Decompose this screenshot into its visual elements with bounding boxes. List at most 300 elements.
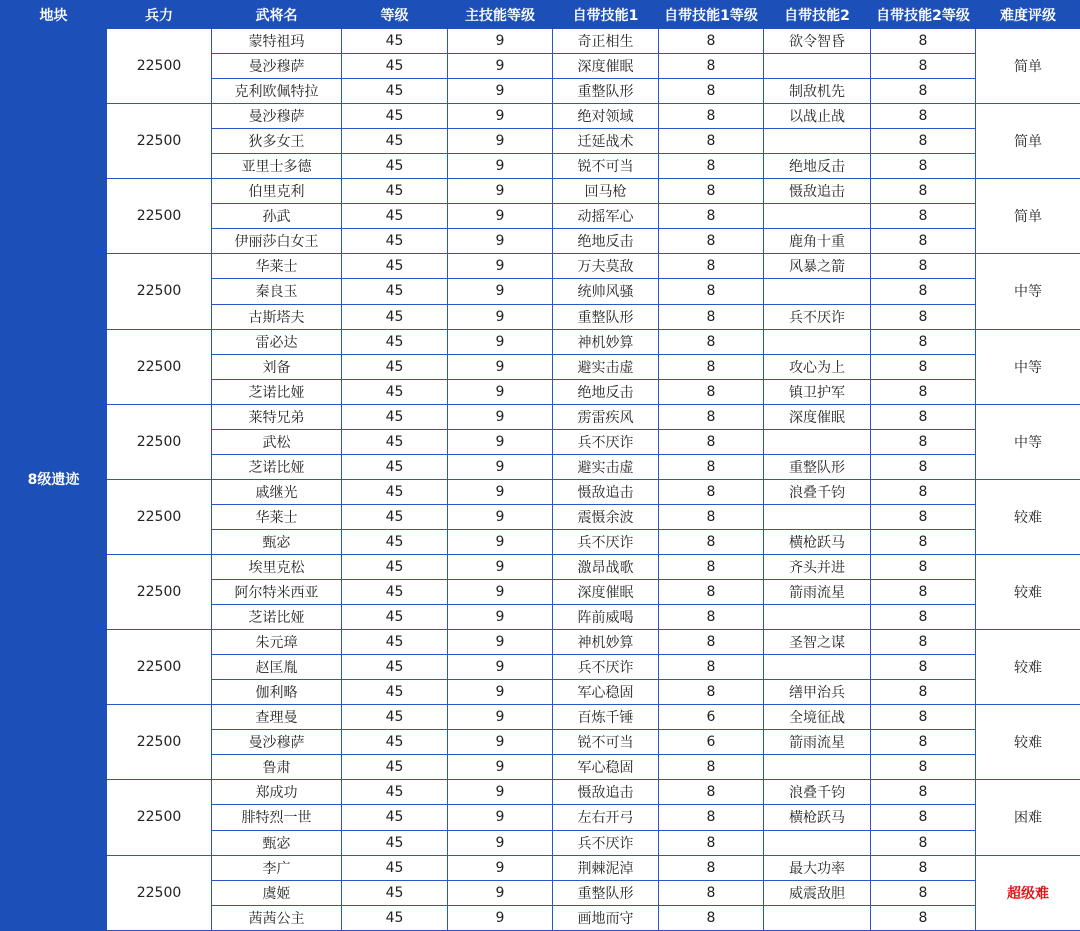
difficulty-cell: 简单 xyxy=(976,179,1080,254)
skill2-level-cell: 8 xyxy=(871,29,976,54)
skill1-cell: 避实击虚 xyxy=(553,354,659,379)
level-cell: 45 xyxy=(342,254,448,279)
skill1-cell: 兵不厌诈 xyxy=(553,830,659,855)
skill1-cell: 绝地反击 xyxy=(553,229,659,254)
skill1-cell: 激昂战歌 xyxy=(553,554,659,579)
skill1-cell: 避实击虚 xyxy=(553,454,659,479)
main-skill-level-cell: 9 xyxy=(448,454,553,479)
general-name-cell: 雷必达 xyxy=(212,329,342,354)
skill1-level-cell: 8 xyxy=(659,154,764,179)
skill1-cell: 绝对领域 xyxy=(553,104,659,129)
table-row xyxy=(1,329,1080,354)
main-skill-level-cell: 9 xyxy=(448,680,553,705)
general-name-cell: 茜茜公主 xyxy=(212,905,342,930)
skill2-cell: 攻心为上 xyxy=(764,354,871,379)
skill1-cell: 左右开弓 xyxy=(553,805,659,830)
skill2-cell: 全境征战 xyxy=(764,705,871,730)
skill1-cell: 百炼千锤 xyxy=(553,705,659,730)
header-skill1: 自带技能1 xyxy=(553,1,659,29)
troops-cell: 22500 xyxy=(107,705,212,780)
skill1-cell: 锐不可当 xyxy=(553,154,659,179)
general-name-cell: 芝诺比娅 xyxy=(212,454,342,479)
skill2-cell: 箭雨流星 xyxy=(764,580,871,605)
main-skill-level-cell: 9 xyxy=(448,54,553,79)
header-skill2-level: 自带技能2等级 xyxy=(871,1,976,29)
main-skill-level-cell: 9 xyxy=(448,755,553,780)
main-skill-level-cell: 9 xyxy=(448,805,553,830)
skill2-level-cell: 8 xyxy=(871,504,976,529)
skill2-level-cell: 8 xyxy=(871,605,976,630)
skill2-cell: 以战止战 xyxy=(764,104,871,129)
general-name-cell: 曼沙穆萨 xyxy=(212,104,342,129)
skill1-cell: 兵不厌诈 xyxy=(553,429,659,454)
skill1-level-cell: 8 xyxy=(659,830,764,855)
skill2-level-cell: 8 xyxy=(871,880,976,905)
skill1-level-cell: 8 xyxy=(659,479,764,504)
skill2-level-cell: 8 xyxy=(871,529,976,554)
table-row xyxy=(1,855,1080,880)
skill2-cell xyxy=(764,329,871,354)
level-cell: 45 xyxy=(342,780,448,805)
header-region: 地块 xyxy=(1,1,107,29)
header-general-name: 武将名 xyxy=(212,1,342,29)
skill2-level-cell: 8 xyxy=(871,780,976,805)
main-skill-level-cell: 9 xyxy=(448,354,553,379)
skill1-cell: 画地而守 xyxy=(553,905,659,930)
skill2-cell: 最大功率 xyxy=(764,855,871,880)
main-skill-level-cell: 9 xyxy=(448,304,553,329)
skill2-level-cell: 8 xyxy=(871,830,976,855)
main-skill-level-cell: 9 xyxy=(448,254,553,279)
difficulty-cell: 超级难 xyxy=(976,855,1080,930)
level-cell: 45 xyxy=(342,529,448,554)
general-name-cell: 曼沙穆萨 xyxy=(212,54,342,79)
skill2-level-cell: 8 xyxy=(871,705,976,730)
level-cell: 45 xyxy=(342,705,448,730)
level-cell: 45 xyxy=(342,279,448,304)
level-cell: 45 xyxy=(342,680,448,705)
general-name-cell: 芝诺比娅 xyxy=(212,605,342,630)
table-row xyxy=(1,630,1080,655)
skill1-cell: 回马枪 xyxy=(553,179,659,204)
skill2-level-cell: 8 xyxy=(871,154,976,179)
main-skill-level-cell: 9 xyxy=(448,705,553,730)
skill1-level-cell: 8 xyxy=(659,905,764,930)
skill2-level-cell: 8 xyxy=(871,755,976,780)
main-skill-level-cell: 9 xyxy=(448,554,553,579)
level-cell: 45 xyxy=(342,554,448,579)
skill1-level-cell: 8 xyxy=(659,179,764,204)
skill1-cell: 动摇军心 xyxy=(553,204,659,229)
skill2-cell: 鹿角十重 xyxy=(764,229,871,254)
table-row xyxy=(1,780,1080,805)
level-cell: 45 xyxy=(342,104,448,129)
difficulty-cell: 中等 xyxy=(976,254,1080,329)
skill2-cell xyxy=(764,605,871,630)
skill2-level-cell: 8 xyxy=(871,580,976,605)
main-skill-level-cell: 9 xyxy=(448,655,553,680)
level-cell: 45 xyxy=(342,379,448,404)
troops-cell: 22500 xyxy=(107,104,212,179)
skill1-level-cell: 8 xyxy=(659,429,764,454)
level-cell: 45 xyxy=(342,54,448,79)
level-cell: 45 xyxy=(342,79,448,104)
skill2-cell: 齐头并进 xyxy=(764,554,871,579)
troops-cell: 22500 xyxy=(107,780,212,855)
difficulty-cell: 简单 xyxy=(976,29,1080,104)
main-skill-level-cell: 9 xyxy=(448,780,553,805)
general-name-cell: 朱元璋 xyxy=(212,630,342,655)
skill1-level-cell: 8 xyxy=(659,454,764,479)
difficulty-cell: 中等 xyxy=(976,404,1080,479)
level-cell: 45 xyxy=(342,154,448,179)
header-skill2: 自带技能2 xyxy=(764,1,871,29)
skill2-level-cell: 8 xyxy=(871,54,976,79)
level-cell: 45 xyxy=(342,755,448,780)
table-row xyxy=(1,479,1080,504)
skill2-cell xyxy=(764,429,871,454)
troops-cell: 22500 xyxy=(107,554,212,629)
main-skill-level-cell: 9 xyxy=(448,855,553,880)
skill1-level-cell: 8 xyxy=(659,79,764,104)
level-cell: 45 xyxy=(342,855,448,880)
level-cell: 45 xyxy=(342,655,448,680)
skill2-cell: 风暴之箭 xyxy=(764,254,871,279)
skill2-level-cell: 8 xyxy=(871,104,976,129)
skill1-level-cell: 8 xyxy=(659,379,764,404)
skill1-cell: 震慑余波 xyxy=(553,504,659,529)
general-name-cell: 蒙特祖玛 xyxy=(212,29,342,54)
skill1-level-cell: 8 xyxy=(659,229,764,254)
skill2-level-cell: 8 xyxy=(871,79,976,104)
skill1-level-cell: 8 xyxy=(659,104,764,129)
general-name-cell: 狄多女王 xyxy=(212,129,342,154)
main-skill-level-cell: 9 xyxy=(448,605,553,630)
skill2-cell: 制敌机先 xyxy=(764,79,871,104)
skill1-cell: 神机妙算 xyxy=(553,630,659,655)
main-skill-level-cell: 9 xyxy=(448,279,553,304)
level-cell: 45 xyxy=(342,805,448,830)
skill2-cell: 深度催眠 xyxy=(764,404,871,429)
skill1-cell: 万夫莫敌 xyxy=(553,254,659,279)
skill1-cell: 兵不厌诈 xyxy=(553,655,659,680)
difficulty-cell: 较难 xyxy=(976,479,1080,554)
skill1-cell: 迁延战术 xyxy=(553,129,659,154)
troops-cell: 22500 xyxy=(107,29,212,104)
general-name-cell: 秦良玉 xyxy=(212,279,342,304)
skill2-cell xyxy=(764,504,871,529)
skill1-cell: 慑敌追击 xyxy=(553,479,659,504)
skill2-level-cell: 8 xyxy=(871,855,976,880)
skill2-level-cell: 8 xyxy=(871,229,976,254)
skill2-cell: 箭雨流星 xyxy=(764,730,871,755)
skill2-level-cell: 8 xyxy=(871,204,976,229)
skill1-level-cell: 8 xyxy=(659,855,764,880)
level-cell: 45 xyxy=(342,404,448,429)
skill2-level-cell: 8 xyxy=(871,655,976,680)
skill1-level-cell: 8 xyxy=(659,279,764,304)
general-name-cell: 克利欧佩特拉 xyxy=(212,79,342,104)
difficulty-cell: 较难 xyxy=(976,705,1080,780)
skill1-cell: 慑敌追击 xyxy=(553,780,659,805)
main-skill-level-cell: 9 xyxy=(448,379,553,404)
skill2-level-cell: 8 xyxy=(871,805,976,830)
main-skill-level-cell: 9 xyxy=(448,204,553,229)
table-row xyxy=(1,254,1080,279)
skill2-cell xyxy=(764,204,871,229)
difficulty-cell: 较难 xyxy=(976,554,1080,629)
level-cell: 45 xyxy=(342,630,448,655)
troops-cell: 22500 xyxy=(107,329,212,404)
general-name-cell: 阿尔特米西亚 xyxy=(212,580,342,605)
troops-cell: 22500 xyxy=(107,179,212,254)
skill2-cell: 兵不厌诈 xyxy=(764,304,871,329)
skill2-cell xyxy=(764,905,871,930)
skill2-level-cell: 8 xyxy=(871,304,976,329)
skill2-level-cell: 8 xyxy=(871,905,976,930)
table-row xyxy=(1,104,1080,129)
skill2-level-cell: 8 xyxy=(871,429,976,454)
skill1-cell: 深度催眠 xyxy=(553,580,659,605)
skill1-cell: 锐不可当 xyxy=(553,730,659,755)
main-skill-level-cell: 9 xyxy=(448,479,553,504)
skill1-cell: 绝地反击 xyxy=(553,379,659,404)
general-name-cell: 鲁肃 xyxy=(212,755,342,780)
level-cell: 45 xyxy=(342,179,448,204)
skill1-cell: 重整队形 xyxy=(553,880,659,905)
skill1-cell: 深度催眠 xyxy=(553,54,659,79)
skill2-cell xyxy=(764,54,871,79)
general-name-cell: 伯里克利 xyxy=(212,179,342,204)
general-name-cell: 郑成功 xyxy=(212,780,342,805)
table-row xyxy=(1,179,1080,204)
skill1-level-cell: 8 xyxy=(659,304,764,329)
table-body xyxy=(1,29,1080,931)
main-skill-level-cell: 9 xyxy=(448,229,553,254)
level-cell: 45 xyxy=(342,29,448,54)
skill2-cell: 浪叠千钧 xyxy=(764,479,871,504)
general-name-cell: 赵匡胤 xyxy=(212,655,342,680)
skill2-cell: 缮甲治兵 xyxy=(764,680,871,705)
general-name-cell: 华莱士 xyxy=(212,504,342,529)
skill2-cell xyxy=(764,755,871,780)
level-cell: 45 xyxy=(342,129,448,154)
skill2-cell xyxy=(764,279,871,304)
skill2-level-cell: 8 xyxy=(871,129,976,154)
header-row xyxy=(1,1,1080,29)
general-name-cell: 埃里克松 xyxy=(212,554,342,579)
skill1-level-cell: 8 xyxy=(659,630,764,655)
skill1-cell: 神机妙算 xyxy=(553,329,659,354)
general-name-cell: 刘备 xyxy=(212,354,342,379)
skill2-cell: 镇卫护军 xyxy=(764,379,871,404)
level-cell: 45 xyxy=(342,354,448,379)
main-skill-level-cell: 9 xyxy=(448,429,553,454)
troops-cell: 22500 xyxy=(107,479,212,554)
general-name-cell: 曼沙穆萨 xyxy=(212,730,342,755)
main-skill-level-cell: 9 xyxy=(448,129,553,154)
general-name-cell: 亚里士多德 xyxy=(212,154,342,179)
troops-cell: 22500 xyxy=(107,630,212,705)
main-skill-level-cell: 9 xyxy=(448,104,553,129)
skill1-level-cell: 8 xyxy=(659,780,764,805)
skill1-level-cell: 8 xyxy=(659,329,764,354)
skill2-level-cell: 8 xyxy=(871,279,976,304)
header-level: 等级 xyxy=(342,1,448,29)
skill2-level-cell: 8 xyxy=(871,179,976,204)
skill2-cell: 重整队形 xyxy=(764,454,871,479)
skill1-level-cell: 8 xyxy=(659,254,764,279)
skill1-level-cell: 8 xyxy=(659,29,764,54)
header-troops: 兵力 xyxy=(107,1,212,29)
skill2-cell: 横枪跃马 xyxy=(764,805,871,830)
level-cell: 45 xyxy=(342,429,448,454)
skill1-level-cell: 8 xyxy=(659,204,764,229)
skill2-level-cell: 8 xyxy=(871,680,976,705)
table-row xyxy=(1,404,1080,429)
level-cell: 45 xyxy=(342,830,448,855)
skill1-cell: 兵不厌诈 xyxy=(553,529,659,554)
general-name-cell: 莱特兄弟 xyxy=(212,404,342,429)
skill1-level-cell: 8 xyxy=(659,529,764,554)
table-row xyxy=(1,554,1080,579)
level-cell: 45 xyxy=(342,504,448,529)
troops-cell: 22500 xyxy=(107,855,212,930)
skill1-cell: 荆棘泥淖 xyxy=(553,855,659,880)
skill1-level-cell: 8 xyxy=(659,580,764,605)
main-skill-level-cell: 9 xyxy=(448,504,553,529)
difficulty-cell: 简单 xyxy=(976,104,1080,179)
skill2-cell xyxy=(764,129,871,154)
main-skill-level-cell: 9 xyxy=(448,79,553,104)
general-name-cell: 甄宓 xyxy=(212,830,342,855)
level-cell: 45 xyxy=(342,479,448,504)
level-cell: 45 xyxy=(342,605,448,630)
skill1-level-cell: 8 xyxy=(659,605,764,630)
general-name-cell: 古斯塔夫 xyxy=(212,304,342,329)
skill2-level-cell: 8 xyxy=(871,630,976,655)
level-cell: 45 xyxy=(342,329,448,354)
skill1-level-cell: 8 xyxy=(659,404,764,429)
skill1-cell: 军心稳固 xyxy=(553,755,659,780)
skill2-level-cell: 8 xyxy=(871,454,976,479)
skill2-level-cell: 8 xyxy=(871,730,976,755)
region-cell: 8级遗迹 xyxy=(1,29,107,931)
skill1-level-cell: 8 xyxy=(659,54,764,79)
main-skill-level-cell: 9 xyxy=(448,580,553,605)
general-name-cell: 甄宓 xyxy=(212,529,342,554)
level-cell: 45 xyxy=(342,229,448,254)
general-name-cell: 芝诺比娅 xyxy=(212,379,342,404)
skill1-level-cell: 8 xyxy=(659,655,764,680)
skill1-level-cell: 6 xyxy=(659,705,764,730)
difficulty-cell: 困难 xyxy=(976,780,1080,855)
skill2-cell: 慑敌追击 xyxy=(764,179,871,204)
main-skill-level-cell: 9 xyxy=(448,154,553,179)
skill1-cell: 军心稳固 xyxy=(553,680,659,705)
skill2-cell: 威震敌胆 xyxy=(764,880,871,905)
troops-cell: 22500 xyxy=(107,254,212,329)
skill2-cell: 横枪跃马 xyxy=(764,529,871,554)
main-skill-level-cell: 9 xyxy=(448,880,553,905)
general-name-cell: 腓特烈一世 xyxy=(212,805,342,830)
main-skill-level-cell: 9 xyxy=(448,29,553,54)
level-cell: 45 xyxy=(342,204,448,229)
level-cell: 45 xyxy=(342,580,448,605)
general-name-cell: 伽利略 xyxy=(212,680,342,705)
skill1-cell: 统帅风骚 xyxy=(553,279,659,304)
table-row xyxy=(1,705,1080,730)
skill2-level-cell: 8 xyxy=(871,554,976,579)
skill2-level-cell: 8 xyxy=(871,379,976,404)
skill1-cell: 雳雷疾风 xyxy=(553,404,659,429)
general-name-cell: 李广 xyxy=(212,855,342,880)
skill2-cell: 绝地反击 xyxy=(764,154,871,179)
skill1-cell: 奇正相生 xyxy=(553,29,659,54)
general-name-cell: 戚继光 xyxy=(212,479,342,504)
main-skill-level-cell: 9 xyxy=(448,630,553,655)
header-difficulty: 难度评级 xyxy=(976,1,1080,29)
skill1-level-cell: 8 xyxy=(659,680,764,705)
skill1-level-cell: 8 xyxy=(659,880,764,905)
main-skill-level-cell: 9 xyxy=(448,529,553,554)
general-name-cell: 虞姬 xyxy=(212,880,342,905)
skill1-cell: 重整队形 xyxy=(553,304,659,329)
skill1-cell: 重整队形 xyxy=(553,79,659,104)
skill2-level-cell: 8 xyxy=(871,479,976,504)
main-skill-level-cell: 9 xyxy=(448,329,553,354)
level-cell: 45 xyxy=(342,905,448,930)
skill2-cell xyxy=(764,655,871,680)
general-name-cell: 武松 xyxy=(212,429,342,454)
difficulty-cell: 较难 xyxy=(976,630,1080,705)
skill1-level-cell: 6 xyxy=(659,730,764,755)
skill2-cell: 欲令智昏 xyxy=(764,29,871,54)
main-skill-level-cell: 9 xyxy=(448,830,553,855)
general-name-cell: 伊丽莎白女王 xyxy=(212,229,342,254)
main-skill-level-cell: 9 xyxy=(448,179,553,204)
skill1-level-cell: 8 xyxy=(659,504,764,529)
skill2-cell xyxy=(764,830,871,855)
troops-cell: 22500 xyxy=(107,404,212,479)
skill1-level-cell: 8 xyxy=(659,755,764,780)
general-name-cell: 查理曼 xyxy=(212,705,342,730)
skill2-level-cell: 8 xyxy=(871,404,976,429)
skill1-cell: 阵前威喝 xyxy=(553,605,659,630)
level-cell: 45 xyxy=(342,454,448,479)
skill2-cell: 圣智之谋 xyxy=(764,630,871,655)
skill2-cell: 浪叠千钧 xyxy=(764,780,871,805)
main-skill-level-cell: 9 xyxy=(448,404,553,429)
general-name-cell: 华莱士 xyxy=(212,254,342,279)
general-name-cell: 孙武 xyxy=(212,204,342,229)
header-main-skill-level: 主技能等级 xyxy=(448,1,553,29)
skill2-level-cell: 8 xyxy=(871,329,976,354)
level-cell: 45 xyxy=(342,730,448,755)
skill2-level-cell: 8 xyxy=(871,254,976,279)
skill1-level-cell: 8 xyxy=(659,554,764,579)
table-row xyxy=(1,29,1080,54)
main-skill-level-cell: 9 xyxy=(448,905,553,930)
skill1-level-cell: 8 xyxy=(659,354,764,379)
main-skill-level-cell: 9 xyxy=(448,730,553,755)
difficulty-cell: 中等 xyxy=(976,329,1080,404)
skill1-level-cell: 8 xyxy=(659,805,764,830)
skill2-level-cell: 8 xyxy=(871,354,976,379)
skill1-level-cell: 8 xyxy=(659,129,764,154)
level-cell: 45 xyxy=(342,880,448,905)
header-skill1-level: 自带技能1等级 xyxy=(659,1,764,29)
